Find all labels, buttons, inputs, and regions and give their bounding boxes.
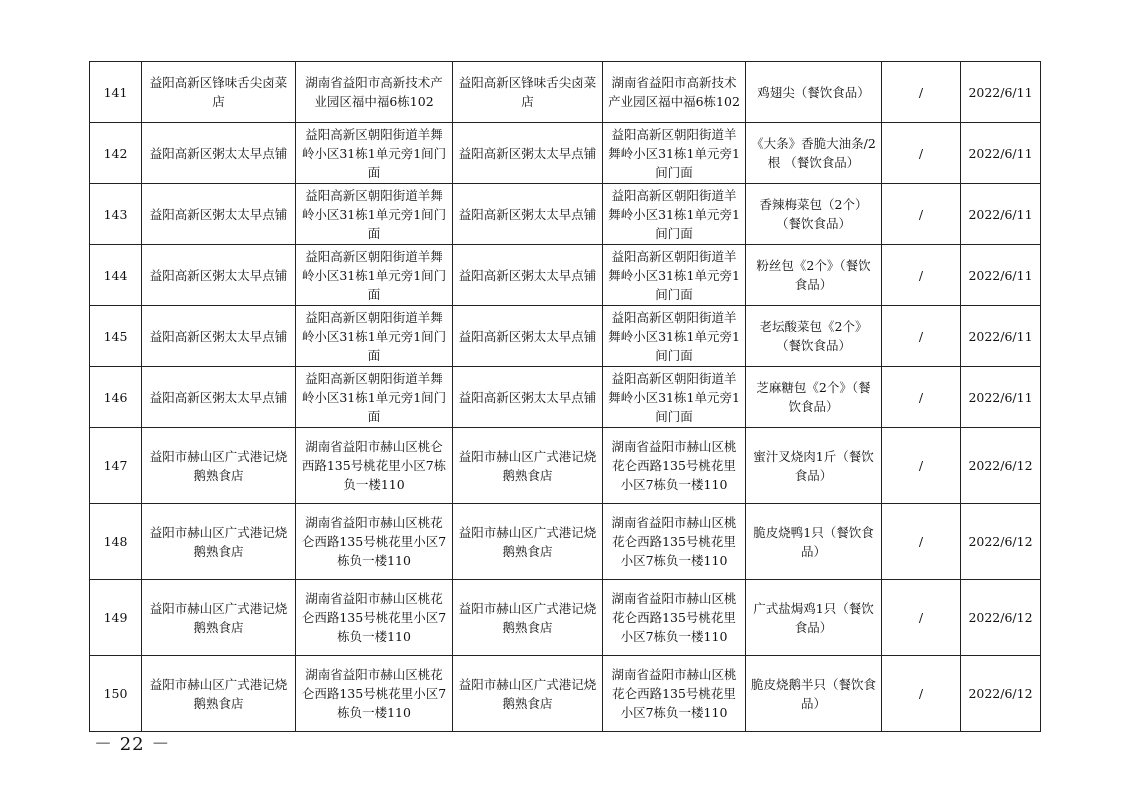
cell-producer-address: 湖南省益阳市赫山区桃花仑西路135号桃花里小区7栋负一楼110	[296, 504, 453, 580]
cell-producer-address: 湖南省益阳市赫山区桃花仑西路135号桃花里小区7栋负一楼110	[296, 580, 453, 656]
cell-food: 香辣梅菜包（2个）（餐饮食品）	[746, 184, 882, 245]
cell-sampled-name: 益阳高新区粥太太早点铺	[453, 367, 603, 428]
cell-producer-name: 益阳高新区粥太太早点铺	[142, 123, 296, 184]
cell-sampled-name: 益阳高新区粥太太早点铺	[453, 123, 603, 184]
table-body	[90, 62, 1041, 732]
cell-date: 2022/6/11	[961, 62, 1041, 123]
cell-sampled-name: 益阳高新区粥太太早点铺	[453, 306, 603, 367]
cell-food: 鸡翅尖（餐饮食品）	[746, 62, 882, 123]
cell-no: 142	[90, 123, 142, 184]
cell-producer-address: 益阳高新区朝阳街道羊舞岭小区31栋1单元旁1间门面	[296, 367, 453, 428]
cell-date: 2022/6/11	[961, 245, 1041, 306]
cell-sampled-address: 湖南省益阳市高新技术产业园区福中福6栋102	[603, 62, 746, 123]
cell-sampled-address: 湖南省益阳市赫山区桃花仑西路135号桃花里小区7栋负一楼110	[603, 580, 746, 656]
cell-producer-name: 益阳高新区粥太太早点铺	[142, 306, 296, 367]
table-row	[90, 123, 1041, 184]
cell-producer-name: 益阳市赫山区广式港记烧鹅熟食店	[142, 504, 296, 580]
cell-no: 144	[90, 245, 142, 306]
cell-food: 脆皮烧鸭1只（餐饮食品）	[746, 504, 882, 580]
cell-sampled-name: 益阳高新区粥太太早点铺	[453, 184, 603, 245]
cell-sampled-address: 益阳高新区朝阳街道羊舞岭小区31栋1单元旁1间门面	[603, 184, 746, 245]
cell-date: 2022/6/11	[961, 184, 1041, 245]
cell-spec: /	[882, 504, 961, 580]
cell-date: 2022/6/12	[961, 504, 1041, 580]
cell-spec: /	[882, 428, 961, 504]
cell-no: 141	[90, 62, 142, 123]
cell-food: 芝麻糖包《2个》（餐饮食品）	[746, 367, 882, 428]
table-row	[90, 656, 1041, 732]
cell-spec: /	[882, 367, 961, 428]
cell-sampled-name: 益阳高新区粥太太早点铺	[453, 245, 603, 306]
cell-producer-name: 益阳市赫山区广式港记烧鹅熟食店	[142, 428, 296, 504]
cell-no: 150	[90, 656, 142, 732]
cell-date: 2022/6/12	[961, 580, 1041, 656]
cell-spec: /	[882, 245, 961, 306]
table-row	[90, 367, 1041, 428]
cell-spec: /	[882, 656, 961, 732]
cell-spec: /	[882, 123, 961, 184]
table-row	[90, 306, 1041, 367]
table-row	[90, 245, 1041, 306]
cell-food: 脆皮烧鹅半只（餐饮食品）	[746, 656, 882, 732]
cell-sampled-address: 益阳高新区朝阳街道羊舞岭小区31栋1单元旁1间门面	[603, 123, 746, 184]
cell-producer-name: 益阳高新区粥太太早点铺	[142, 245, 296, 306]
cell-sampled-address: 湖南省益阳市赫山区桃花仑西路135号桃花里小区7栋负一楼110	[603, 428, 746, 504]
cell-food: 粉丝包《2个》（餐饮食品）	[746, 245, 882, 306]
cell-date: 2022/6/11	[961, 123, 1041, 184]
cell-producer-address: 益阳高新区朝阳街道羊舞岭小区31栋1单元旁1间门面	[296, 123, 453, 184]
cell-sampled-name: 益阳高新区锋味舌尖卤菜店	[453, 62, 603, 123]
cell-food: 广式盐焗鸡1只（餐饮食品）	[746, 580, 882, 656]
cell-spec: /	[882, 306, 961, 367]
cell-producer-address: 益阳高新区朝阳街道羊舞岭小区31栋1单元旁1间门面	[296, 184, 453, 245]
cell-date: 2022/6/12	[961, 656, 1041, 732]
table-row	[90, 580, 1041, 656]
cell-sampled-name: 益阳市赫山区广式港记烧鹅熟食店	[453, 656, 603, 732]
cell-sampled-name: 益阳市赫山区广式港记烧鹅熟食店	[453, 504, 603, 580]
cell-date: 2022/6/12	[961, 428, 1041, 504]
cell-spec: /	[882, 184, 961, 245]
cell-producer-address: 湖南省益阳市赫山区桃仑西路135号桃花里小区7栋负一楼110	[296, 428, 453, 504]
table-row	[90, 428, 1041, 504]
cell-no: 148	[90, 504, 142, 580]
cell-food: 《大条》香脆大油条/2根 （餐饮食品）	[746, 123, 882, 184]
cell-spec: /	[882, 62, 961, 123]
cell-producer-address: 益阳高新区朝阳街道羊舞岭小区31栋1单元旁1间门面	[296, 306, 453, 367]
table-row	[90, 504, 1041, 580]
cell-sampled-name: 益阳市赫山区广式港记烧鹅熟食店	[453, 580, 603, 656]
cell-food: 老坛酸菜包《2个》（餐饮食品）	[746, 306, 882, 367]
cell-producer-name: 益阳高新区锋味舌尖卤菜店	[142, 62, 296, 123]
cell-sampled-address: 益阳高新区朝阳街道羊舞岭小区31栋1单元旁1间门面	[603, 367, 746, 428]
cell-sampled-name: 益阳市赫山区广式港记烧鹅熟食店	[453, 428, 603, 504]
cell-no: 147	[90, 428, 142, 504]
cell-food: 蜜汁叉烧肉1斤（餐饮食品）	[746, 428, 882, 504]
page-number: － 22 －	[94, 734, 171, 755]
cell-no: 149	[90, 580, 142, 656]
cell-producer-name: 益阳高新区粥太太早点铺	[142, 184, 296, 245]
cell-sampled-address: 湖南省益阳市赫山区桃花仑西路135号桃花里小区7栋负一楼110	[603, 504, 746, 580]
cell-spec: /	[882, 580, 961, 656]
cell-date: 2022/6/11	[961, 367, 1041, 428]
cell-producer-address: 益阳高新区朝阳街道羊舞岭小区31栋1单元旁1间门面	[296, 245, 453, 306]
cell-no: 146	[90, 367, 142, 428]
cell-no: 145	[90, 306, 142, 367]
cell-sampled-address: 湖南省益阳市赫山区桃花仑西路135号桃花里小区7栋负一楼110	[603, 656, 746, 732]
cell-producer-address: 湖南省益阳市赫山区桃花仑西路135号桃花里小区7栋负一楼110	[296, 656, 453, 732]
cell-sampled-address: 益阳高新区朝阳街道羊舞岭小区31栋1单元旁1间门面	[603, 306, 746, 367]
cell-sampled-address: 益阳高新区朝阳街道羊舞岭小区31栋1单元旁1间门面	[603, 245, 746, 306]
cell-producer-address: 湖南省益阳市高新技术产业园区福中福6栋102	[296, 62, 453, 123]
cell-producer-name: 益阳高新区粥太太早点铺	[142, 367, 296, 428]
cell-date: 2022/6/11	[961, 306, 1041, 367]
table-row	[90, 184, 1041, 245]
table-row	[90, 62, 1041, 123]
cell-producer-name: 益阳市赫山区广式港记烧鹅熟食店	[142, 580, 296, 656]
results-table	[89, 61, 1041, 732]
cell-producer-name: 益阳市赫山区广式港记烧鹅熟食店	[142, 656, 296, 732]
cell-no: 143	[90, 184, 142, 245]
